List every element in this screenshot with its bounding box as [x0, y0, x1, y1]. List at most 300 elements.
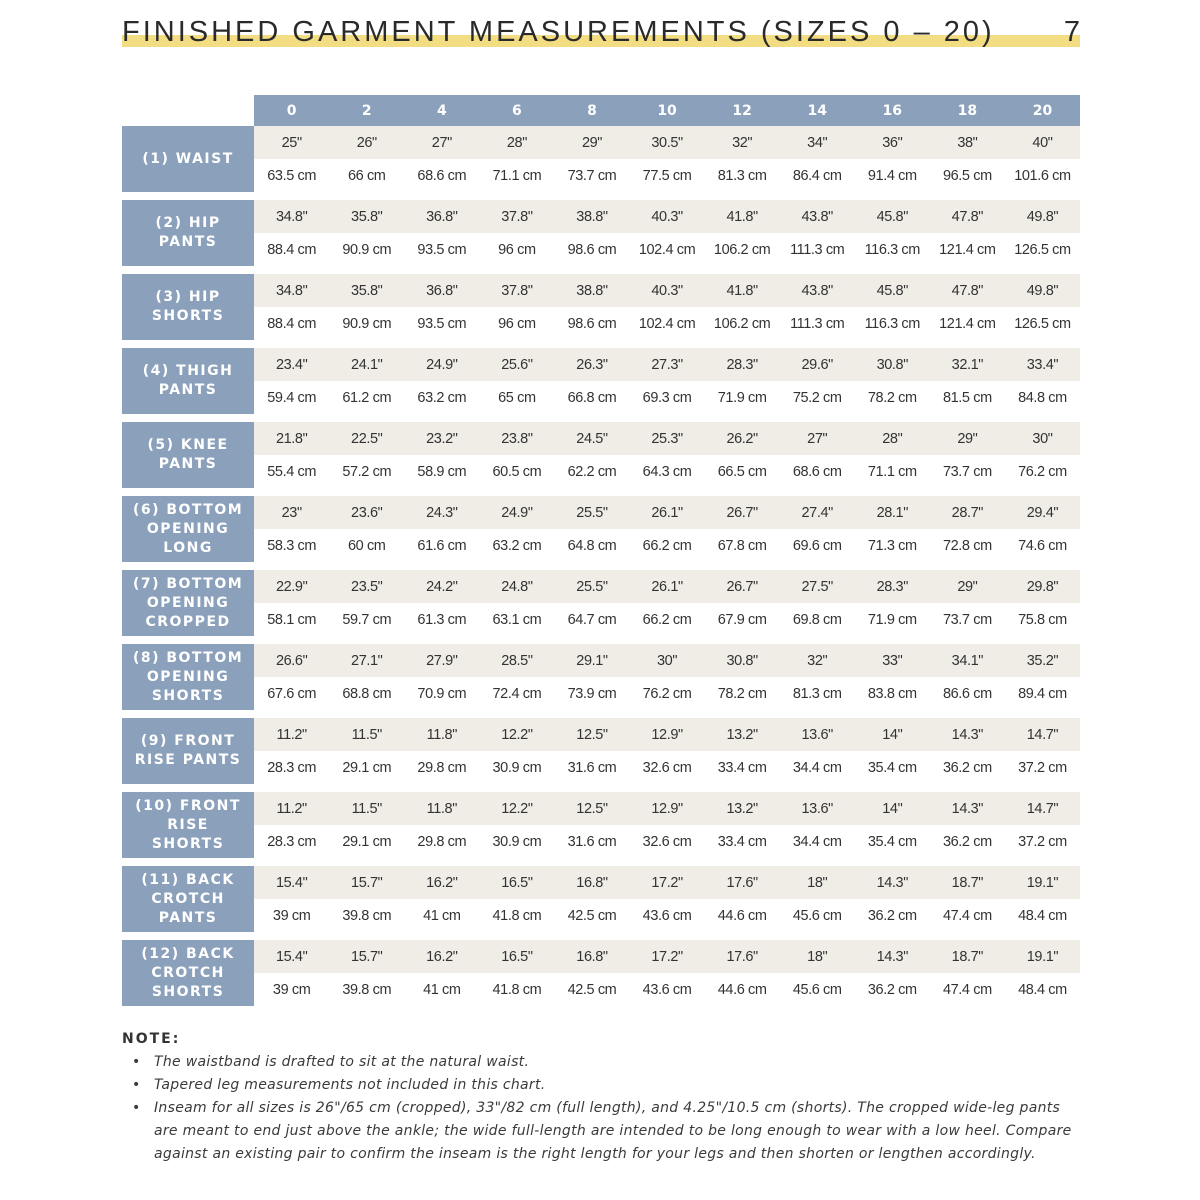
cm-value-cell: 73.7 cm — [554, 159, 629, 196]
cm-value-cell: 81.3 cm — [705, 159, 780, 196]
cm-value-cell: 29.8 cm — [404, 825, 479, 862]
inch-value-cell: 12.2" — [479, 714, 554, 751]
cm-value-cell: 84.8 cm — [1005, 381, 1080, 418]
inch-value-cell: 25" — [254, 126, 329, 159]
note-list — [122, 1051, 1080, 1166]
inch-value-cell: 30" — [630, 640, 705, 677]
cm-value-cell: 61.2 cm — [329, 381, 404, 418]
inch-value-cell: 27" — [780, 418, 855, 455]
inch-value-cell: 19.1" — [1005, 862, 1080, 899]
inch-value-cell: 13.2" — [705, 714, 780, 751]
measurements-table — [122, 95, 1080, 1006]
table-row-cm — [122, 825, 1080, 862]
inch-value-cell: 29.4" — [1005, 492, 1080, 529]
inch-value-cell: 18" — [780, 936, 855, 973]
inch-value-cell: 24.2" — [404, 566, 479, 603]
cm-value-cell: 63.1 cm — [479, 603, 554, 640]
inch-value-cell: 21.8" — [254, 418, 329, 455]
cm-value-cell: 44.6 cm — [705, 973, 780, 1006]
cm-value-cell: 37.2 cm — [1005, 825, 1080, 862]
measurement-label: (2) HIP PANTS — [122, 196, 254, 270]
inch-value-cell: 40" — [1005, 126, 1080, 159]
inch-value-cell: 16.8" — [554, 936, 629, 973]
inch-value-cell: 16.2" — [404, 862, 479, 899]
cm-value-cell: 121.4 cm — [930, 307, 1005, 344]
inch-value-cell: 15.4" — [254, 862, 329, 899]
table-row-inches — [122, 126, 1080, 159]
cm-value-cell: 75.8 cm — [1005, 603, 1080, 640]
inch-value-cell: 49.8" — [1005, 196, 1080, 233]
cm-value-cell: 66.8 cm — [554, 381, 629, 418]
inch-value-cell: 30.8" — [705, 640, 780, 677]
cm-value-cell: 36.2 cm — [855, 973, 930, 1006]
inch-value-cell: 29" — [930, 418, 1005, 455]
cm-value-cell: 30.9 cm — [479, 825, 554, 862]
measurement-label: (1) WAIST — [122, 126, 254, 196]
inch-value-cell: 13.6" — [780, 788, 855, 825]
table-row-inches — [122, 196, 1080, 233]
inch-value-cell: 26.1" — [630, 492, 705, 529]
inch-value-cell: 36.8" — [404, 196, 479, 233]
inch-value-cell: 17.2" — [630, 936, 705, 973]
cm-value-cell: 102.4 cm — [630, 307, 705, 344]
inch-value-cell: 11.5" — [329, 788, 404, 825]
inch-value-cell: 14.3" — [930, 788, 1005, 825]
size-header-cell: 2 — [329, 95, 404, 126]
cm-value-cell: 41 cm — [404, 973, 479, 1006]
inch-value-cell: 17.6" — [705, 936, 780, 973]
cm-value-cell: 69.3 cm — [630, 381, 705, 418]
cm-value-cell: 30.9 cm — [479, 751, 554, 788]
table-row-inches — [122, 862, 1080, 899]
inch-value-cell: 16.8" — [554, 862, 629, 899]
inch-value-cell: 41.8" — [705, 270, 780, 307]
cm-value-cell: 71.9 cm — [855, 603, 930, 640]
cm-value-cell: 96 cm — [479, 307, 554, 344]
cm-value-cell: 36.2 cm — [930, 751, 1005, 788]
inch-value-cell: 30.5" — [630, 126, 705, 159]
size-header-cell: 18 — [930, 95, 1005, 126]
inch-value-cell: 17.6" — [705, 862, 780, 899]
inch-value-cell: 25.5" — [554, 492, 629, 529]
inch-value-cell: 26.3" — [554, 344, 629, 381]
size-header-cell: 14 — [780, 95, 855, 126]
cm-value-cell: 48.4 cm — [1005, 899, 1080, 936]
table-row-inches — [122, 418, 1080, 455]
inch-value-cell: 24.3" — [404, 492, 479, 529]
cm-value-cell: 72.8 cm — [930, 529, 1005, 566]
cm-value-cell: 29.8 cm — [404, 751, 479, 788]
note-text: The waistband is drafted to sit at the natural waist. — [154, 1054, 530, 1070]
cm-value-cell: 65 cm — [479, 381, 554, 418]
cm-value-cell: 63.2 cm — [404, 381, 479, 418]
table-row-inches — [122, 344, 1080, 381]
cm-value-cell: 57.2 cm — [329, 455, 404, 492]
cm-value-cell: 41.8 cm — [479, 973, 554, 1006]
cm-value-cell: 78.2 cm — [705, 677, 780, 714]
inch-value-cell: 38.8" — [554, 196, 629, 233]
cm-value-cell: 29.1 cm — [329, 751, 404, 788]
measurement-label: (5) KNEE PANTS — [122, 418, 254, 492]
inch-value-cell: 13.2" — [705, 788, 780, 825]
cm-value-cell: 67.8 cm — [705, 529, 780, 566]
inch-value-cell: 23.5" — [329, 566, 404, 603]
page-header — [122, 10, 1080, 50]
inch-value-cell: 27.3" — [630, 344, 705, 381]
inch-value-cell: 23.2" — [404, 418, 479, 455]
cm-value-cell: 86.4 cm — [780, 159, 855, 196]
inch-value-cell: 12.5" — [554, 714, 629, 751]
page-title: FINISHED GARMENT MEASUREMENTS (SIZES 0 – 20) — [122, 16, 995, 48]
inch-value-cell: 28.5" — [479, 640, 554, 677]
inch-value-cell: 29" — [554, 126, 629, 159]
inch-value-cell: 32.1" — [930, 344, 1005, 381]
cm-value-cell: 41.8 cm — [479, 899, 554, 936]
cm-value-cell: 76.2 cm — [630, 677, 705, 714]
cm-value-cell: 60 cm — [329, 529, 404, 566]
inch-value-cell: 43.8" — [780, 196, 855, 233]
bullet-icon: • — [132, 1100, 141, 1116]
size-header-cell: 4 — [404, 95, 479, 126]
cm-value-cell: 67.9 cm — [705, 603, 780, 640]
inch-value-cell: 11.2" — [254, 788, 329, 825]
cm-value-cell: 34.4 cm — [780, 751, 855, 788]
inch-value-cell: 35.8" — [329, 196, 404, 233]
cm-value-cell: 88.4 cm — [254, 307, 329, 344]
cm-value-cell: 68.6 cm — [404, 159, 479, 196]
inch-value-cell: 40.3" — [630, 270, 705, 307]
cm-value-cell: 62.2 cm — [554, 455, 629, 492]
inch-value-cell: 14.3" — [855, 862, 930, 899]
size-header-cell: 10 — [630, 95, 705, 126]
inch-value-cell: 11.2" — [254, 714, 329, 751]
table-row-inches — [122, 714, 1080, 751]
cm-value-cell: 37.2 cm — [1005, 751, 1080, 788]
cm-value-cell: 98.6 cm — [554, 307, 629, 344]
bullet-icon: • — [132, 1077, 141, 1093]
cm-value-cell: 58.1 cm — [254, 603, 329, 640]
inch-value-cell: 27.1" — [329, 640, 404, 677]
inch-value-cell: 18.7" — [930, 862, 1005, 899]
inch-value-cell: 24.9" — [479, 492, 554, 529]
inch-value-cell: 27.9" — [404, 640, 479, 677]
inch-value-cell: 28.1" — [855, 492, 930, 529]
inch-value-cell: 16.5" — [479, 862, 554, 899]
inch-value-cell: 37.8" — [479, 196, 554, 233]
measurement-label: (7) BOTTOM OPENING CROPPED — [122, 566, 254, 640]
inch-value-cell: 27.4" — [780, 492, 855, 529]
note-title: NOTE: — [122, 1031, 181, 1047]
inch-value-cell: 23.4" — [254, 344, 329, 381]
cm-value-cell: 55.4 cm — [254, 455, 329, 492]
cm-value-cell: 93.5 cm — [404, 307, 479, 344]
size-header-cell: 0 — [254, 95, 329, 126]
cm-value-cell: 32.6 cm — [630, 751, 705, 788]
cm-value-cell: 35.4 cm — [855, 751, 930, 788]
inch-value-cell: 25.3" — [630, 418, 705, 455]
cm-value-cell: 39 cm — [254, 899, 329, 936]
cm-value-cell: 86.6 cm — [930, 677, 1005, 714]
cm-value-cell: 36.2 cm — [930, 825, 1005, 862]
inch-value-cell: 45.8" — [855, 196, 930, 233]
inch-value-cell: 40.3" — [630, 196, 705, 233]
inch-value-cell: 28" — [479, 126, 554, 159]
inch-value-cell: 47.8" — [930, 270, 1005, 307]
inch-value-cell: 27.5" — [780, 566, 855, 603]
inch-value-cell: 16.2" — [404, 936, 479, 973]
cm-value-cell: 66.2 cm — [630, 529, 705, 566]
cm-value-cell: 73.9 cm — [554, 677, 629, 714]
inch-value-cell: 18" — [780, 862, 855, 899]
cm-value-cell: 74.6 cm — [1005, 529, 1080, 566]
inch-value-cell: 24.8" — [479, 566, 554, 603]
table-row-cm — [122, 603, 1080, 640]
inch-value-cell: 37.8" — [479, 270, 554, 307]
inch-value-cell: 14.3" — [855, 936, 930, 973]
cm-value-cell: 66 cm — [329, 159, 404, 196]
cm-value-cell: 81.5 cm — [930, 381, 1005, 418]
table-row-cm — [122, 233, 1080, 270]
cm-value-cell: 116.3 cm — [855, 307, 930, 344]
cm-value-cell: 68.6 cm — [780, 455, 855, 492]
inch-value-cell: 33" — [855, 640, 930, 677]
inch-value-cell: 26.7" — [705, 566, 780, 603]
table-row-cm — [122, 677, 1080, 714]
measurement-label: (9) FRONT RISE PANTS — [122, 714, 254, 788]
inch-value-cell: 26" — [329, 126, 404, 159]
inch-value-cell: 34.8" — [254, 196, 329, 233]
cm-value-cell: 60.5 cm — [479, 455, 554, 492]
cm-value-cell: 106.2 cm — [705, 307, 780, 344]
note-text: Inseam for all sizes is 26"/65 cm (cropped), 33"/82 cm (full length), and 4.25"/10.5 cm (shorts). The cropped wide-leg pants are meant to end just above the ankle; the wide full-length are intended to be long enough to wear with a low heel. Compare against an existing pair to confirm the inseam is the right length for your legs and then shorten or lengthen accordingly. — [154, 1100, 1072, 1162]
inch-value-cell: 38.8" — [554, 270, 629, 307]
table-row-cm — [122, 307, 1080, 344]
cm-value-cell: 64.3 cm — [630, 455, 705, 492]
inch-value-cell: 41.8" — [705, 196, 780, 233]
measurement-label: (11) BACK CROTCH PANTS — [122, 862, 254, 936]
cm-value-cell: 96 cm — [479, 233, 554, 270]
cm-value-cell: 78.2 cm — [855, 381, 930, 418]
cm-value-cell: 28.3 cm — [254, 825, 329, 862]
size-header-cell: 8 — [554, 95, 629, 126]
cm-value-cell: 71.1 cm — [479, 159, 554, 196]
inch-value-cell: 24.5" — [554, 418, 629, 455]
measurement-label: (6) BOTTOM OPENING LONG — [122, 492, 254, 566]
cm-value-cell: 67.6 cm — [254, 677, 329, 714]
inch-value-cell: 15.7" — [329, 936, 404, 973]
inch-value-cell: 23" — [254, 492, 329, 529]
inch-value-cell: 28.3" — [855, 566, 930, 603]
inch-value-cell: 24.9" — [404, 344, 479, 381]
measurement-label: (3) HIP SHORTS — [122, 270, 254, 344]
inch-value-cell: 12.9" — [630, 788, 705, 825]
cm-value-cell: 73.7 cm — [930, 603, 1005, 640]
cm-value-cell: 42.5 cm — [554, 973, 629, 1006]
inch-value-cell: 25.6" — [479, 344, 554, 381]
bullet-icon: • — [132, 1054, 141, 1070]
inch-value-cell: 27" — [404, 126, 479, 159]
inch-value-cell: 28.3" — [705, 344, 780, 381]
table-row-cm — [122, 973, 1080, 1006]
inch-value-cell: 11.5" — [329, 714, 404, 751]
measurement-label: (10) FRONT RISE SHORTS — [122, 788, 254, 862]
cm-value-cell: 71.3 cm — [855, 529, 930, 566]
size-header-cell: 6 — [479, 95, 554, 126]
cm-value-cell: 106.2 cm — [705, 233, 780, 270]
cm-value-cell: 116.3 cm — [855, 233, 930, 270]
table-row-cm — [122, 529, 1080, 566]
cm-value-cell: 58.3 cm — [254, 529, 329, 566]
cm-value-cell: 71.1 cm — [855, 455, 930, 492]
inch-value-cell: 34.8" — [254, 270, 329, 307]
inch-value-cell: 13.6" — [780, 714, 855, 751]
size-header-cell: 16 — [855, 95, 930, 126]
size-header-cell: 12 — [705, 95, 780, 126]
note-item — [132, 1097, 1080, 1166]
table-row-cm — [122, 899, 1080, 936]
inch-value-cell: 29.6" — [780, 344, 855, 381]
inch-value-cell: 33.4" — [1005, 344, 1080, 381]
inch-value-cell: 43.8" — [780, 270, 855, 307]
table-row-inches — [122, 270, 1080, 307]
table-row-inches — [122, 936, 1080, 973]
cm-value-cell: 34.4 cm — [780, 825, 855, 862]
cm-value-cell: 58.9 cm — [404, 455, 479, 492]
table-row-inches — [122, 492, 1080, 529]
inch-value-cell: 45.8" — [855, 270, 930, 307]
inch-value-cell: 23.6" — [329, 492, 404, 529]
inch-value-cell: 36.8" — [404, 270, 479, 307]
cm-value-cell: 59.4 cm — [254, 381, 329, 418]
cm-value-cell: 98.6 cm — [554, 233, 629, 270]
inch-value-cell: 22.5" — [329, 418, 404, 455]
inch-value-cell: 16.5" — [479, 936, 554, 973]
cm-value-cell: 29.1 cm — [329, 825, 404, 862]
inch-value-cell: 30.8" — [855, 344, 930, 381]
cm-value-cell: 47.4 cm — [930, 899, 1005, 936]
cm-value-cell: 43.6 cm — [630, 899, 705, 936]
cm-value-cell: 31.6 cm — [554, 825, 629, 862]
cm-value-cell: 81.3 cm — [780, 677, 855, 714]
inch-value-cell: 28" — [855, 418, 930, 455]
cm-value-cell: 75.2 cm — [780, 381, 855, 418]
cm-value-cell: 45.6 cm — [780, 973, 855, 1006]
cm-value-cell: 43.6 cm — [630, 973, 705, 1006]
cm-value-cell: 102.4 cm — [630, 233, 705, 270]
cm-value-cell: 111.3 cm — [780, 307, 855, 344]
measurement-label: (12) BACK CROTCH SHORTS — [122, 936, 254, 1006]
cm-value-cell: 39 cm — [254, 973, 329, 1006]
inch-value-cell: 17.2" — [630, 862, 705, 899]
note-text: Tapered leg measurements not included in this chart. — [154, 1077, 546, 1093]
inch-value-cell: 26.7" — [705, 492, 780, 529]
cm-value-cell: 28.3 cm — [254, 751, 329, 788]
inch-value-cell: 11.8" — [404, 714, 479, 751]
cm-value-cell: 69.6 cm — [780, 529, 855, 566]
inch-value-cell: 26.1" — [630, 566, 705, 603]
inch-value-cell: 22.9" — [254, 566, 329, 603]
cm-value-cell: 83.8 cm — [855, 677, 930, 714]
inch-value-cell: 26.2" — [705, 418, 780, 455]
cm-value-cell: 36.2 cm — [855, 899, 930, 936]
inch-value-cell: 14.7" — [1005, 788, 1080, 825]
table-row-cm — [122, 381, 1080, 418]
inch-value-cell: 32" — [705, 126, 780, 159]
inch-value-cell: 14" — [855, 714, 930, 751]
inch-value-cell: 25.5" — [554, 566, 629, 603]
cm-value-cell: 70.9 cm — [404, 677, 479, 714]
cm-value-cell: 63.5 cm — [254, 159, 329, 196]
inch-value-cell: 34.1" — [930, 640, 1005, 677]
cm-value-cell: 33.4 cm — [705, 825, 780, 862]
cm-value-cell: 66.2 cm — [630, 603, 705, 640]
inch-value-cell: 14" — [855, 788, 930, 825]
cm-value-cell: 71.9 cm — [705, 381, 780, 418]
cm-value-cell: 93.5 cm — [404, 233, 479, 270]
inch-value-cell: 32" — [780, 640, 855, 677]
inch-value-cell: 26.6" — [254, 640, 329, 677]
cm-value-cell: 59.7 cm — [329, 603, 404, 640]
table-row-cm — [122, 751, 1080, 788]
size-header-row — [122, 95, 1080, 126]
cm-value-cell: 33.4 cm — [705, 751, 780, 788]
cm-value-cell: 101.6 cm — [1005, 159, 1080, 196]
cm-value-cell: 73.7 cm — [930, 455, 1005, 492]
cm-value-cell: 48.4 cm — [1005, 973, 1080, 1006]
cm-value-cell: 44.6 cm — [705, 899, 780, 936]
table-row-cm — [122, 159, 1080, 196]
cm-value-cell: 39.8 cm — [329, 973, 404, 1006]
inch-value-cell: 47.8" — [930, 196, 1005, 233]
cm-value-cell: 126.5 cm — [1005, 233, 1080, 270]
inch-value-cell: 11.8" — [404, 788, 479, 825]
cm-value-cell: 77.5 cm — [630, 159, 705, 196]
cm-value-cell: 41 cm — [404, 899, 479, 936]
cm-value-cell: 68.8 cm — [329, 677, 404, 714]
inch-value-cell: 12.5" — [554, 788, 629, 825]
inch-value-cell: 30" — [1005, 418, 1080, 455]
cm-value-cell: 121.4 cm — [930, 233, 1005, 270]
table-corner — [122, 95, 254, 126]
cm-value-cell: 47.4 cm — [930, 973, 1005, 1006]
cm-value-cell: 126.5 cm — [1005, 307, 1080, 344]
size-header-cell: 20 — [1005, 95, 1080, 126]
inch-value-cell: 29.8" — [1005, 566, 1080, 603]
cm-value-cell: 72.4 cm — [479, 677, 554, 714]
page-number: 7 — [1063, 16, 1080, 48]
cm-value-cell: 31.6 cm — [554, 751, 629, 788]
cm-value-cell: 39.8 cm — [329, 899, 404, 936]
cm-value-cell: 61.6 cm — [404, 529, 479, 566]
cm-value-cell: 96.5 cm — [930, 159, 1005, 196]
cm-value-cell: 45.6 cm — [780, 899, 855, 936]
inch-value-cell: 29.1" — [554, 640, 629, 677]
note-item — [132, 1074, 1080, 1097]
inch-value-cell: 36" — [855, 126, 930, 159]
inch-value-cell: 19.1" — [1005, 936, 1080, 973]
measurement-label: (4) THIGH PANTS — [122, 344, 254, 418]
cm-value-cell: 90.9 cm — [329, 233, 404, 270]
cm-value-cell: 64.7 cm — [554, 603, 629, 640]
cm-value-cell: 61.3 cm — [404, 603, 479, 640]
table-row-cm — [122, 455, 1080, 492]
measurement-label: (8) BOTTOM OPENING SHORTS — [122, 640, 254, 714]
cm-value-cell: 35.4 cm — [855, 825, 930, 862]
inch-value-cell: 18.7" — [930, 936, 1005, 973]
inch-value-cell: 35.8" — [329, 270, 404, 307]
inch-value-cell: 28.7" — [930, 492, 1005, 529]
inch-value-cell: 12.2" — [479, 788, 554, 825]
